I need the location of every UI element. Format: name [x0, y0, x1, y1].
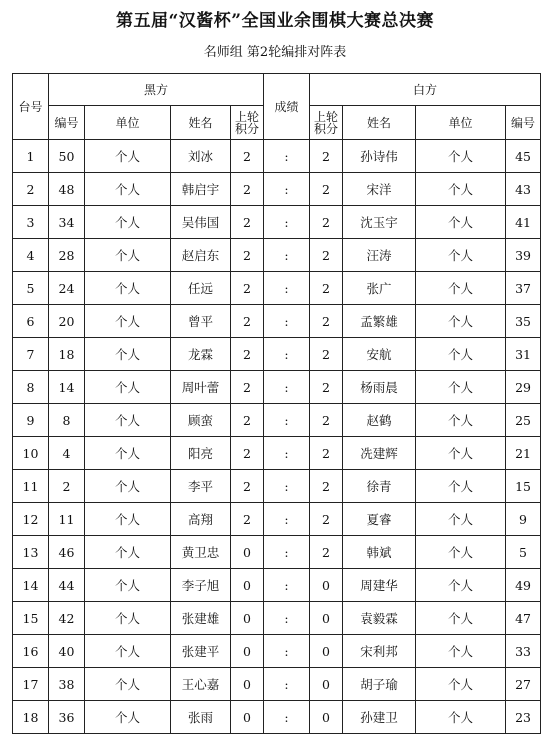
result-cell: :: [264, 173, 310, 206]
white-name: 安航: [343, 338, 416, 371]
black-name: 赵启东: [171, 239, 231, 272]
pairing-table: [12, 73, 541, 734]
white-number: 9: [506, 503, 541, 536]
white-name: 徐青: [343, 470, 416, 503]
board-number: 3: [13, 206, 49, 239]
white-unit: 个人: [416, 173, 506, 206]
white-name: 孙诗伟: [343, 140, 416, 173]
board-number: 10: [13, 437, 49, 470]
black-prev-score: 2: [231, 338, 264, 371]
white-name: 汪涛: [343, 239, 416, 272]
white-unit: 个人: [416, 602, 506, 635]
white-number: 47: [506, 602, 541, 635]
black-name: 李子旭: [171, 569, 231, 602]
black-number: 14: [49, 371, 85, 404]
black-number: 11: [49, 503, 85, 536]
board-number: 11: [13, 470, 49, 503]
black-name: 张雨: [171, 701, 231, 734]
white-prev-score: 2: [310, 437, 343, 470]
black-unit: 个人: [85, 371, 171, 404]
result-cell: :: [264, 305, 310, 338]
table-row: [13, 668, 541, 701]
black-unit: 个人: [85, 272, 171, 305]
white-unit: 个人: [416, 404, 506, 437]
black-name: 吴伟国: [171, 206, 231, 239]
black-number: 40: [49, 635, 85, 668]
table-row: [13, 701, 541, 734]
white-number: 41: [506, 206, 541, 239]
black-name: 张建雄: [171, 602, 231, 635]
white-prev-score: 2: [310, 470, 343, 503]
white-prev-score: 0: [310, 635, 343, 668]
black-number: 18: [49, 338, 85, 371]
black-number: 8: [49, 404, 85, 437]
white-prev-score: 2: [310, 272, 343, 305]
black-name: 顾蛮: [171, 404, 231, 437]
black-name: 高翔: [171, 503, 231, 536]
white-prev-score: 2: [310, 206, 343, 239]
white-unit: 个人: [416, 206, 506, 239]
white-unit: 个人: [416, 371, 506, 404]
table-row: [13, 437, 541, 470]
board-number: 4: [13, 239, 49, 272]
result-cell: :: [264, 272, 310, 305]
white-unit: 个人: [416, 140, 506, 173]
white-number: 31: [506, 338, 541, 371]
board-number: 16: [13, 635, 49, 668]
result-cell: :: [264, 602, 310, 635]
result-cell: :: [264, 140, 310, 173]
black-prev-score: 0: [231, 602, 264, 635]
white-unit: 个人: [416, 503, 506, 536]
white-unit: 个人: [416, 569, 506, 602]
white-name: 杨雨晨: [343, 371, 416, 404]
board-number: 13: [13, 536, 49, 569]
board-number: 12: [13, 503, 49, 536]
black-unit: 个人: [85, 701, 171, 734]
white-prev-score: 0: [310, 569, 343, 602]
black-number: 34: [49, 206, 85, 239]
board-number: 18: [13, 701, 49, 734]
black-prev-score: 2: [231, 206, 264, 239]
header-white-unit: 单位: [416, 106, 506, 140]
black-unit: 个人: [85, 305, 171, 338]
black-unit: 个人: [85, 140, 171, 173]
white-name: 宋洋: [343, 173, 416, 206]
table-row: [13, 239, 541, 272]
black-name: 任远: [171, 272, 231, 305]
result-cell: :: [264, 701, 310, 734]
header-black-prev-score: [231, 106, 264, 140]
white-prev-score: 2: [310, 173, 343, 206]
black-unit: 个人: [85, 206, 171, 239]
white-number: 25: [506, 404, 541, 437]
black-number: 44: [49, 569, 85, 602]
board-number: 5: [13, 272, 49, 305]
black-number: 20: [49, 305, 85, 338]
black-name: 龙霖: [171, 338, 231, 371]
result-cell: :: [264, 668, 310, 701]
white-number: 49: [506, 569, 541, 602]
white-name: 赵鹤: [343, 404, 416, 437]
board-number: 17: [13, 668, 49, 701]
header-white-name: 姓名: [343, 106, 416, 140]
black-unit: 个人: [85, 239, 171, 272]
white-prev-score: 0: [310, 668, 343, 701]
header-board: 台号: [13, 74, 49, 140]
black-number: 4: [49, 437, 85, 470]
white-prev-score: 2: [310, 239, 343, 272]
white-number: 33: [506, 635, 541, 668]
board-number: 6: [13, 305, 49, 338]
black-name: 阳亮: [171, 437, 231, 470]
black-prev-score: 0: [231, 668, 264, 701]
white-unit: 个人: [416, 305, 506, 338]
white-unit: 个人: [416, 272, 506, 305]
board-number: 7: [13, 338, 49, 371]
header-black-unit: 单位: [85, 106, 171, 140]
result-cell: :: [264, 470, 310, 503]
document-subtitle: 名师组 第2轮编排对阵表: [203, 45, 347, 60]
white-prev-score: 2: [310, 536, 343, 569]
header-result: 成绩: [264, 74, 310, 140]
black-unit: 个人: [85, 338, 171, 371]
black-unit: 个人: [85, 569, 171, 602]
black-number: 24: [49, 272, 85, 305]
result-cell: :: [264, 569, 310, 602]
white-number: 45: [506, 140, 541, 173]
header-prev-score-line2: 积分: [235, 121, 260, 136]
table-row: [13, 305, 541, 338]
white-number: 27: [506, 668, 541, 701]
board-number: 9: [13, 404, 49, 437]
header-prev-score-line1: 上轮: [235, 109, 260, 124]
white-name: 沈玉宇: [343, 206, 416, 239]
result-cell: :: [264, 404, 310, 437]
black-name: 李平: [171, 470, 231, 503]
white-name: 夏睿: [343, 503, 416, 536]
white-number: 5: [506, 536, 541, 569]
white-name: 周建华: [343, 569, 416, 602]
table-row: [13, 272, 541, 305]
black-number: 36: [49, 701, 85, 734]
white-unit: 个人: [416, 536, 506, 569]
table-row: [13, 635, 541, 668]
header-white: 白方: [310, 74, 541, 106]
white-number: 21: [506, 437, 541, 470]
black-unit: 个人: [85, 470, 171, 503]
black-prev-score: 0: [231, 635, 264, 668]
table-row: [13, 569, 541, 602]
black-prev-score: 2: [231, 404, 264, 437]
white-unit: 个人: [416, 437, 506, 470]
white-name: 袁毅霖: [343, 602, 416, 635]
black-number: 42: [49, 602, 85, 635]
table-row: [13, 140, 541, 173]
black-number: 48: [49, 173, 85, 206]
white-unit: 个人: [416, 668, 506, 701]
table-row: [13, 536, 541, 569]
black-name: 韩启宇: [171, 173, 231, 206]
result-cell: :: [264, 338, 310, 371]
white-prev-score: 2: [310, 503, 343, 536]
black-unit: 个人: [85, 503, 171, 536]
white-name: 宋利邦: [343, 635, 416, 668]
white-prev-score: 2: [310, 140, 343, 173]
white-unit: 个人: [416, 701, 506, 734]
white-name: 孟繁雄: [343, 305, 416, 338]
white-prev-score: 2: [310, 371, 343, 404]
black-prev-score: 2: [231, 437, 264, 470]
table-row: [13, 338, 541, 371]
black-name: 周叶蕾: [171, 371, 231, 404]
white-number: 35: [506, 305, 541, 338]
header-white-number: 编号: [506, 106, 541, 140]
table-row: [13, 371, 541, 404]
black-prev-score: 2: [231, 140, 264, 173]
result-cell: :: [264, 371, 310, 404]
black-name: 刘冰: [171, 140, 231, 173]
black-name: 张建平: [171, 635, 231, 668]
header-white-prev-score: [310, 106, 343, 140]
white-number: 43: [506, 173, 541, 206]
table-row: [13, 602, 541, 635]
black-number: 38: [49, 668, 85, 701]
black-number: 2: [49, 470, 85, 503]
black-unit: 个人: [85, 404, 171, 437]
black-prev-score: 2: [231, 272, 264, 305]
board-number: 15: [13, 602, 49, 635]
result-cell: :: [264, 635, 310, 668]
table-row: [13, 503, 541, 536]
black-prev-score: 2: [231, 470, 264, 503]
result-cell: :: [264, 503, 310, 536]
table-row: [13, 404, 541, 437]
board-number: 2: [13, 173, 49, 206]
white-name: 韩斌: [343, 536, 416, 569]
header-black-name: 姓名: [171, 106, 231, 140]
header-black-number: 编号: [49, 106, 85, 140]
board-number: 14: [13, 569, 49, 602]
white-number: 37: [506, 272, 541, 305]
black-number: 46: [49, 536, 85, 569]
result-cell: :: [264, 239, 310, 272]
black-unit: 个人: [85, 635, 171, 668]
white-prev-score: 0: [310, 602, 343, 635]
black-unit: 个人: [85, 602, 171, 635]
header-black: 黑方: [49, 74, 264, 106]
result-cell: :: [264, 437, 310, 470]
black-name: 黄卫忠: [171, 536, 231, 569]
white-number: 23: [506, 701, 541, 734]
black-number: 28: [49, 239, 85, 272]
white-unit: 个人: [416, 470, 506, 503]
white-prev-score: 0: [310, 701, 343, 734]
table-row: [13, 470, 541, 503]
table-row: [13, 173, 541, 206]
board-number: 1: [13, 140, 49, 173]
white-prev-score: 2: [310, 305, 343, 338]
black-name: 曾平: [171, 305, 231, 338]
black-prev-score: 2: [231, 173, 264, 206]
black-unit: 个人: [85, 173, 171, 206]
table-row: [13, 206, 541, 239]
black-number: 50: [49, 140, 85, 173]
black-prev-score: 2: [231, 239, 264, 272]
black-unit: 个人: [85, 668, 171, 701]
white-name: 胡子瑜: [343, 668, 416, 701]
black-unit: 个人: [85, 536, 171, 569]
black-unit: 个人: [85, 437, 171, 470]
result-cell: :: [264, 536, 310, 569]
white-prev-score: 2: [310, 338, 343, 371]
black-prev-score: 0: [231, 536, 264, 569]
document-title: 第五届“汉酱杯”全国业余围棋大赛总决赛: [115, 11, 435, 31]
black-prev-score: 2: [231, 305, 264, 338]
white-unit: 个人: [416, 338, 506, 371]
header-prev-score-line1: 上轮: [314, 109, 339, 124]
white-prev-score: 2: [310, 404, 343, 437]
white-number: 29: [506, 371, 541, 404]
black-prev-score: 2: [231, 503, 264, 536]
black-prev-score: 0: [231, 569, 264, 602]
header-prev-score-line2: 积分: [314, 121, 339, 136]
white-name: 张广: [343, 272, 416, 305]
white-number: 39: [506, 239, 541, 272]
white-number: 15: [506, 470, 541, 503]
black-prev-score: 0: [231, 701, 264, 734]
white-name: 孙建卫: [343, 701, 416, 734]
black-name: 王心嘉: [171, 668, 231, 701]
result-cell: :: [264, 206, 310, 239]
white-name: 冼建辉: [343, 437, 416, 470]
board-number: 8: [13, 371, 49, 404]
black-prev-score: 2: [231, 371, 264, 404]
white-unit: 个人: [416, 635, 506, 668]
white-unit: 个人: [416, 239, 506, 272]
